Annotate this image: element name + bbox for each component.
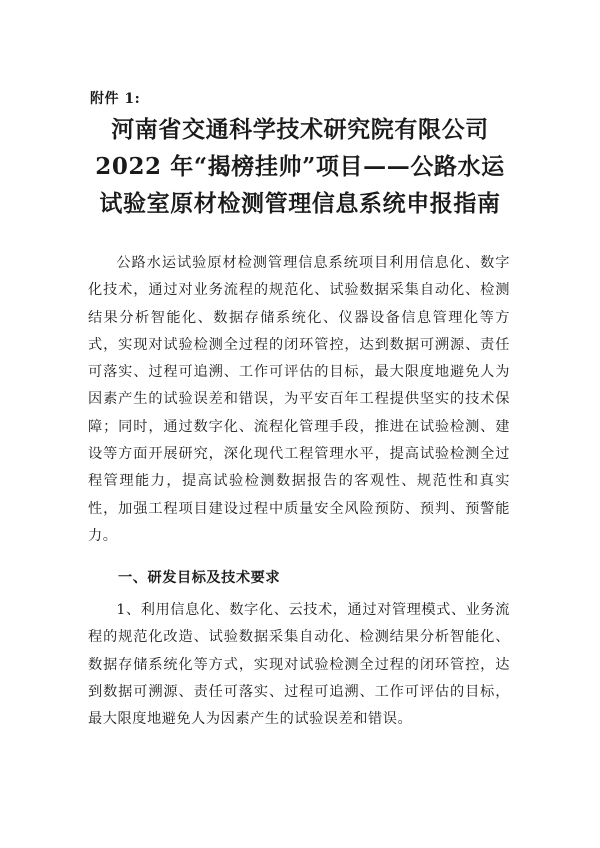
attachment-label: 附件 1: <box>90 91 141 107</box>
section-heading: 一、研发目标及技术要求 <box>118 570 281 586</box>
requirement-item-1: 1、利用信息化、数字化、云技术，通过对管理模式、业务流程的规范化改造、试验数据采集自动化、检测结果分析智能化、数据存储系统化等方式，实现对试验检测全过程的闭环管控，达到数据可溯源、责任可落实、过程可追溯、工作可评估的目标，最大限度地避免人为因素产生的试验误差和错误。 <box>88 602 510 728</box>
title-line-3: 试验室原材检测管理信息系统申报指南 <box>99 190 501 217</box>
title-line-1: 河南省交通科学技术研究院有限公司 <box>111 116 489 143</box>
intro-paragraph: 公路水运试验原材检测管理信息系统项目利用信息化、数字化技术，通过对业务流程的规范化、试验数据采集自动化、检测结果分析智能化、数据存储系统化、仪器设备信息管理化等方式，实现对试验检测全过程的闭环管控，达到数据可溯源、责任可落实、过程可追溯、工作可评估的目标，最大限度地避免人为因素产生的试验误差和错误，为平安百年工程提供坚实的技术保障；同时，通过数字化、流程化管理手段，推进在试验检测、建设等方面开展研究，深化现代工程管理水平，提高试验检测全过程管理能力，提高试验检测数据报告的客观性、规范性和真实性，加强工程项目建设过程中质量安全风险预防、预判、预警能力。 <box>88 255 510 544</box>
title-line-2: 2022 年“揭榜挂帅”项目——公路水运 <box>95 153 505 180</box>
